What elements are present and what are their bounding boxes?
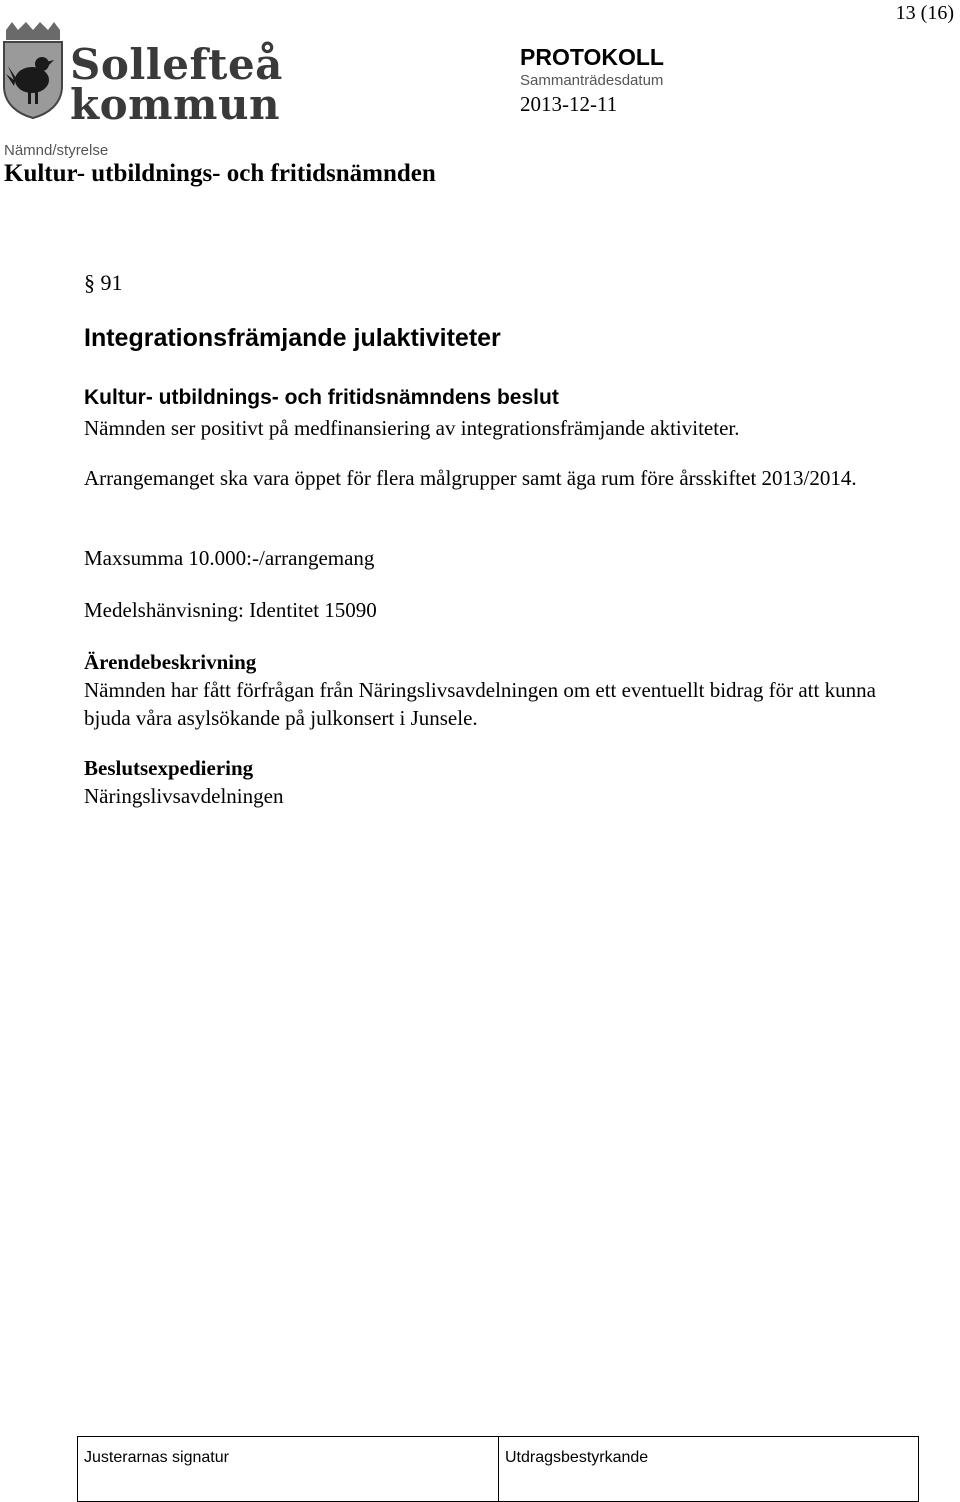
decision-heading: Kultur- utbildnings- och fritidsnämndens beslut <box>84 386 559 409</box>
signature-footer <box>77 1436 919 1502</box>
page-number: 13 (16) <box>895 2 954 24</box>
coat-of-arms-icon <box>2 20 64 120</box>
case-text: Nämnden har fått förfrågan från Näringslivsavdelningen om ett eventuellt bidrag för att kunna bjuda våra asylsökande på julkonsert i Junsele. <box>84 678 876 730</box>
board-name: Kultur- utbildnings- och fritidsnämnden <box>4 160 436 187</box>
document-type: PROTOKOLL <box>520 44 664 70</box>
logo-text-line-2: kommun <box>70 80 281 129</box>
signature-label: Justerarnas signatur <box>84 1449 229 1466</box>
section-number: § 91 <box>84 270 123 295</box>
section-title: Integrationsfrämjande julaktiviteter <box>84 324 501 352</box>
date-label: Sammanträdesdatum <box>520 72 664 89</box>
board-label: Nämnd/styrelse <box>4 142 109 159</box>
arrangement-text: Arrangemanget ska vara öppet för flera målgrupper samt äga rum före årsskiftet 2013/2014. <box>84 466 857 490</box>
meeting-date: 2013-12-11 <box>520 92 618 116</box>
case-heading: Ärendebeskrivning <box>84 650 257 674</box>
dispatch-heading: Beslutsexpediering <box>84 756 254 780</box>
certification-cell <box>499 1437 918 1501</box>
funding-reference: Medelshänvisning: Identitet 15090 <box>84 598 377 622</box>
max-sum-text: Maxsumma 10.000:-/arrangemang <box>84 546 375 570</box>
decision-text: Nämnden ser positivt på medfinansiering av integrationsfrämjande aktiviteter. <box>84 416 740 440</box>
logo-text-line-1: Sollefteå <box>70 40 283 89</box>
dispatch-text: Näringslivsavdelningen <box>84 784 284 808</box>
signature-cell <box>78 1437 499 1501</box>
certification-label: Utdragsbestyrkande <box>505 1449 649 1466</box>
